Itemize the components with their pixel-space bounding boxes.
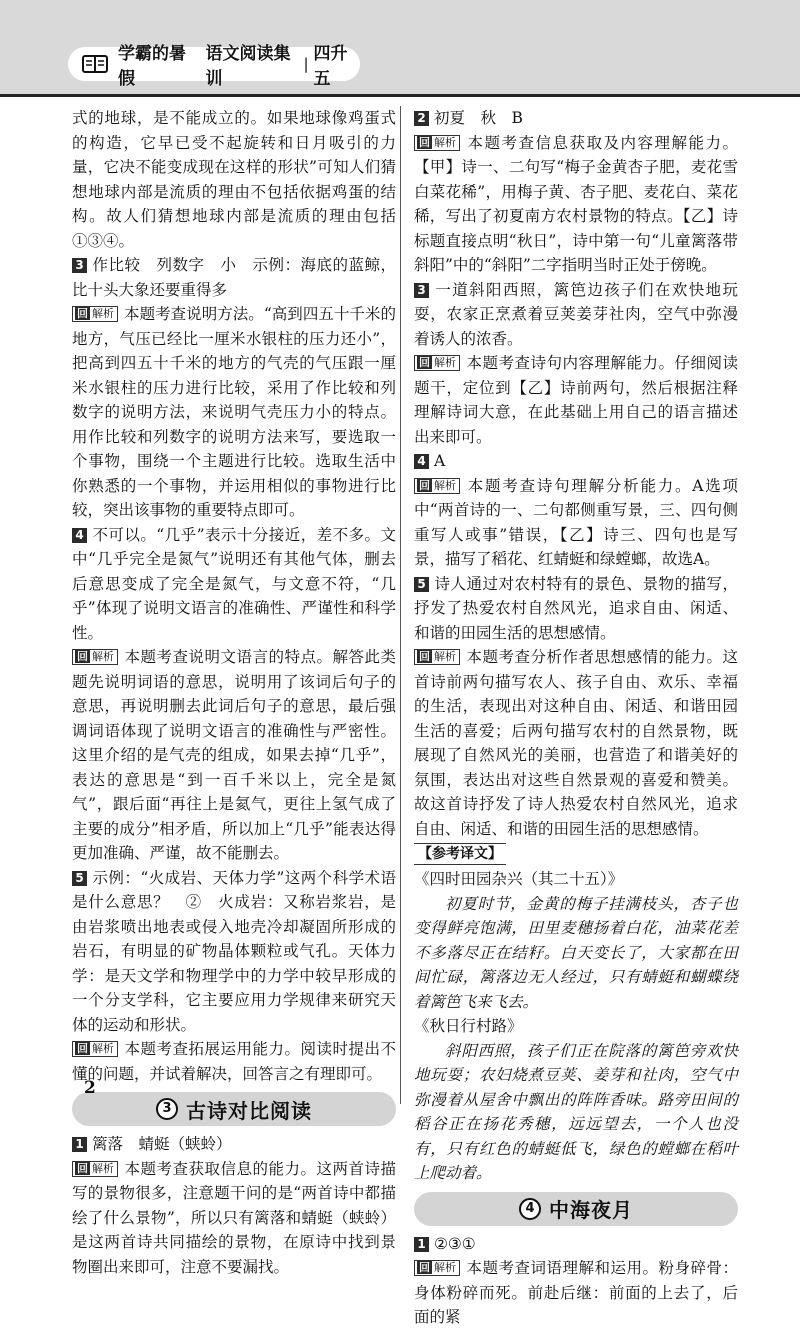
analysis-tag-icon: 回 bbox=[77, 1042, 88, 1055]
analysis-text: 本题考查说明方法。“高到四五十千米的地方，气压已经比一厘米水银柱的压力还小”，把高到四五十千米的地方的气壳的气压跟一厘米水银柱的压力进行比较，采用了作比较和列数字的说明方法，来说明气壳压力小的特点。用作比较和列数字的说明方法来写，要选取一个事物，围绕一个主题进行比较。选取生活中你熟悉的一个事物，并运用相似的事物进行比较，突出该事物的重要特点即可。 bbox=[72, 305, 396, 519]
analysis-tag: 回 解析 bbox=[414, 135, 460, 151]
answer-item bbox=[414, 106, 738, 131]
answer-item bbox=[414, 1232, 738, 1257]
open-book-icon bbox=[82, 54, 108, 74]
header-title-pill bbox=[68, 44, 360, 89]
question-number: 4 bbox=[414, 454, 429, 469]
analysis-text: 本题考查诗句内容理解能力。仔细阅读题干，定位到【乙】诗前两句，然后根据注释理解诗词大意，在此基础上用自己的语言描述出来即可。 bbox=[414, 354, 738, 446]
analysis-tag: 回 解析 bbox=[72, 1161, 118, 1177]
header-separator: | bbox=[303, 55, 309, 73]
answer-text: 一道斜阳西照，篱笆边孩子们在欢快地玩耍，农家正烹煮着豆荚姜芽社肉，空气中弥漫着诱人的浓香。 bbox=[414, 280, 738, 348]
book-subtitle: 语文阅读集训 bbox=[205, 44, 291, 89]
section-title: 中海夜月 bbox=[549, 1198, 633, 1222]
poem-translation: 斜阳西照，孩子们正在院落的篱笆旁欢快地玩耍；农妇烧煮豆荚、姜芽和社肉，空气中弥漫着从屋舍中飘出的阵阵香味。路旁田间的稻谷正在扬花秀穗，远远望去，一个人也没有，只有红色的蜻蜓低飞，绿色的螳螂在稻叶上爬动着。 bbox=[414, 1041, 738, 1182]
analysis-tag: 回 解析 bbox=[414, 355, 460, 371]
answer-item bbox=[72, 523, 396, 646]
analysis-tag-icon: 回 bbox=[419, 135, 430, 149]
analysis-tag: 回 解析 bbox=[414, 478, 460, 494]
analysis-tag: 回 解析 bbox=[72, 306, 118, 322]
section-number: 4 bbox=[519, 1198, 541, 1220]
page-number: 2 bbox=[84, 1078, 96, 1098]
grade-label: 四升五 bbox=[313, 44, 348, 89]
analysis-tag: 回 解析 bbox=[72, 649, 118, 665]
right-column bbox=[414, 106, 738, 1330]
answer-text: 示例：“火成岩、天体力学”这两个科学术语是什么意思？ ② 火成岩：又称岩浆岩，是由岩浆喷出地表或侵入地壳冷却凝固所形成的岩石，有明显的矿物晶体颗粒或气孔。天体力学：是天文学和物理学中的力学中较早形成的一个分支学科，它主要应用力学规律来研究天体的运动和形状。 bbox=[72, 868, 396, 1034]
answer-text: 不可以。“几乎”表示十分接近，差不多。文中“几乎完全是氮气”说明还有其他气体，删去后意思变成了完全是氮气，与文意不符，“几乎”体现了说明文语言的准确性、严谨性和科学性。 bbox=[72, 525, 396, 642]
answer-continuation: 式的地球，是不能成立的。如果地球像鸡蛋式的构造，它早已受不起旋转和日月吸引的力量，它决不能变成现在这样的形状”可知人们猜想地球内部是流质的理由不包括依据鸡蛋的结构。故人们猜想地球内部是流质的理由包括①③④。 bbox=[72, 109, 396, 250]
reference-translation-label: 【参考译文】 bbox=[414, 843, 506, 865]
analysis-tag: 回 解析 bbox=[414, 649, 460, 665]
poem-title: 《四时田园杂兴（其二十五）》 bbox=[414, 870, 624, 888]
analysis-tag: 回 解析 bbox=[414, 1260, 460, 1276]
section-heading bbox=[414, 1192, 738, 1226]
answer-item bbox=[414, 278, 738, 352]
analysis-tag-icon: 回 bbox=[419, 650, 430, 663]
analysis-tag: 回 解析 bbox=[72, 1041, 118, 1057]
answer-text: 篱落 蜻蜓（蛱蛉） bbox=[92, 1135, 232, 1153]
analysis-text: 本题考查诗句理解分析能力。A选项中“两首诗的一、二句都侧重写景，三、四句侧重写人或事”错误，【乙】诗三、四句也是写景，描写了稻花、红蜻蜓和绿螳螂，故选A。 bbox=[414, 476, 738, 568]
analysis-item bbox=[414, 131, 738, 278]
question-number: 3 bbox=[72, 258, 87, 273]
question-number: 1 bbox=[72, 1137, 87, 1152]
section-title: 古诗对比阅读 bbox=[186, 1098, 312, 1123]
answer-text: A bbox=[434, 452, 446, 470]
question-number: 5 bbox=[72, 871, 87, 886]
answer-item bbox=[72, 1132, 396, 1157]
column-divider bbox=[400, 106, 401, 1104]
analysis-text: 本题考查拓展运用能力。阅读时提出不懂的问题，并试着解决，回答言之有理即可。 bbox=[72, 1040, 396, 1083]
section-number: 3 bbox=[156, 1098, 178, 1120]
analysis-item bbox=[72, 302, 396, 523]
answer-text: 诗人通过对农村特有的景色、景物的描写，抒发了热爱农村自然风光，追求自由、闲适、和谐的田园生活的思想感情。 bbox=[414, 574, 738, 642]
analysis-tag-icon: 回 bbox=[419, 478, 430, 492]
analysis-tag-icon: 回 bbox=[77, 307, 88, 320]
poem-title: 《秋日行村路》 bbox=[414, 1017, 523, 1035]
left-column bbox=[72, 106, 396, 1279]
analysis-tag-icon: 回 bbox=[419, 1261, 430, 1274]
answer-text: 作比较 列数字 小 示例：海底的蓝鲸，比十头大象还要重得多 bbox=[72, 256, 396, 299]
analysis-tag-icon: 回 bbox=[419, 356, 430, 369]
analysis-text: 本题考查分析作者思想感情的能力。这首诗前两句描写农人、孩子自由、欢乐、幸福的生活，表现出对这种自由、闲适、和谐田园生活的喜爱；后两句描写农村的自然景物，既展现了自然风光的美丽，也营造了和谐美好的氛围，表达出对这些自然景观的喜爱和赞美。故这首诗抒发了诗人热爱农村自然风光，追求自由、闲适、和谐的田园生活的思想感情。 bbox=[414, 648, 738, 838]
question-number: 1 bbox=[414, 1237, 429, 1252]
analysis-item bbox=[72, 1037, 396, 1086]
analysis-text: 本题考查词语理解和运用。粉身碎骨：身体粉碎而死。前赴后继：前面的上去了，后面的紧 bbox=[414, 1259, 738, 1326]
analysis-item bbox=[72, 645, 396, 866]
question-number: 3 bbox=[414, 283, 429, 298]
analysis-item bbox=[414, 474, 738, 572]
analysis-text: 本题考查信息获取及内容理解能力。【甲】诗一、二句写“梅子金黄杏子肥，麦花雪白菜花稀”，用梅子黄、杏子肥、麦花白、菜花稀，写出了初夏南方农村景物的特点。【乙】诗标题直接点明“秋日”，诗中第一句“儿童篱落带斜阳”中的“斜阳”二字指明当时正处于傍晚。 bbox=[414, 133, 738, 274]
analysis-tag-icon: 回 bbox=[77, 650, 88, 663]
analysis-text: 本题考查说明文语言的特点。解答此类题先说明词语的意思，说明用了该词后句子的意思，再说明删去此词后句子的意思，最后强调词语体现了说明文语言的准确性与严密性。这里介绍的是气壳的组成，如果去掉“几乎”，表达的意思是“到一百千米以上，完全是氮气”，跟后面“再往上是氦气，更往上氢气成了主要的成分”相矛盾，所以加上“几乎”能表达得更加准确、严谨，故不能删去。 bbox=[72, 648, 396, 862]
answer-text: 初夏 秋 B bbox=[434, 109, 523, 127]
analysis-item bbox=[414, 351, 738, 449]
question-number: 2 bbox=[414, 111, 429, 126]
analysis-item bbox=[72, 1157, 396, 1280]
analysis-item bbox=[414, 645, 738, 841]
analysis-item bbox=[414, 1256, 738, 1330]
answer-item bbox=[414, 449, 738, 474]
question-number: 4 bbox=[72, 528, 87, 543]
section-heading bbox=[72, 1092, 396, 1126]
question-number: 5 bbox=[414, 577, 429, 592]
header-rule bbox=[0, 94, 800, 97]
analysis-tag-icon: 回 bbox=[77, 1161, 88, 1175]
answer-item bbox=[72, 866, 396, 1038]
analysis-text: 本题考查获取信息的能力。这两首诗描写的景物很多，注意题干问的是“两首诗中都描绘了什么景物”，所以只有篱落和蜻蜓（蛱蛉）是这两首诗共同描绘的景物，在原诗中找到景物圈出来即可，注意不要漏找。 bbox=[72, 1159, 396, 1276]
book-title: 学霸的暑假 bbox=[118, 44, 186, 89]
answer-text: ②③① bbox=[434, 1234, 476, 1253]
answer-item bbox=[414, 572, 738, 646]
poem-translation: 初夏时节，金黄的梅子挂满枝头，杏子也变得鲜亮饱满，田里麦穗扬着白花，油菜花差不多落尽正在结籽。白天变长了，大家都在田间忙碌，篱落边无人经过，只有蜻蜓和蝴蝶绕着篱笆飞来飞去。 bbox=[414, 894, 738, 1011]
answer-item bbox=[72, 253, 396, 302]
